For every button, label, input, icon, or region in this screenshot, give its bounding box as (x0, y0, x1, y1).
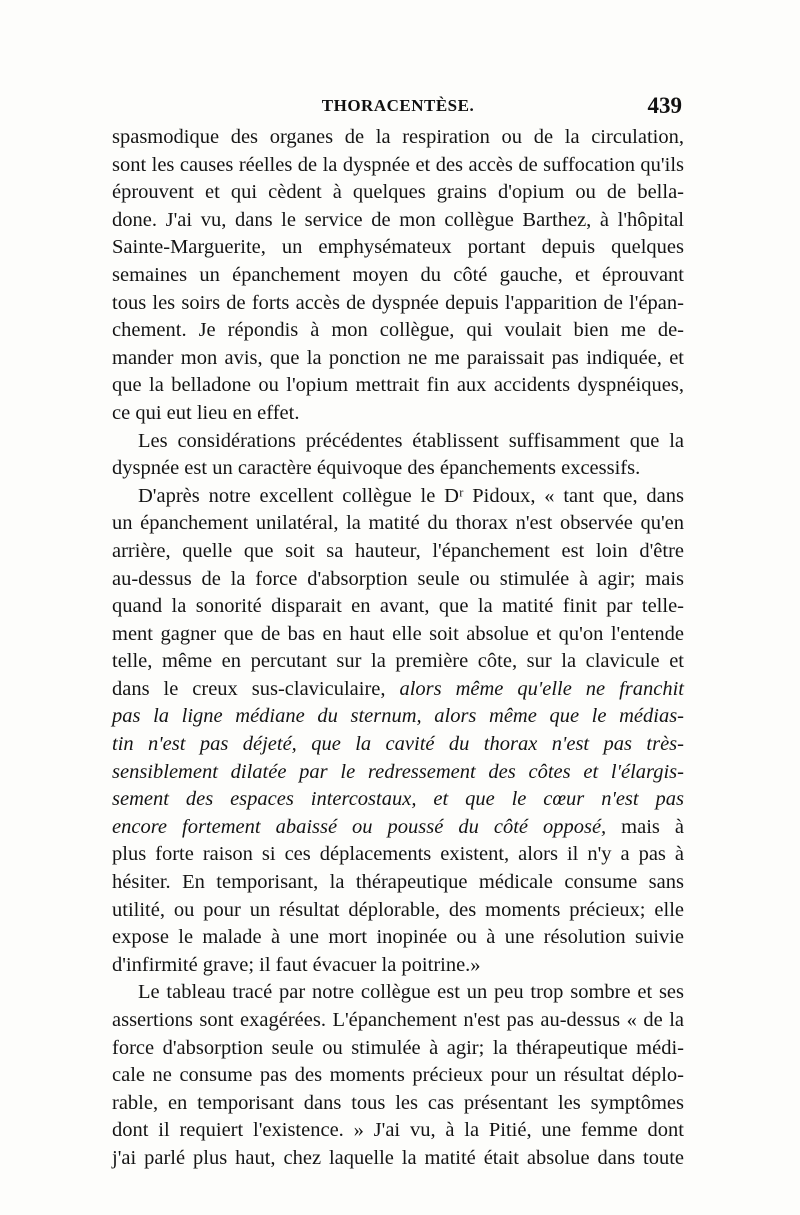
running-head: THORACENTÈSE. (321, 96, 475, 115)
text-line: éprouvent et qui cèdent à quelques grains d'opium ou de bella- (112, 181, 684, 204)
page-header (112, 93, 684, 122)
text-line: pas la ligne médiane du sternum, alors même que le médias- (112, 705, 684, 728)
text-line: spasmodique des organes de la respiration ou de la circulation, (112, 126, 684, 148)
text-line: tous les soirs de forts accès de dyspnée depuis l'apparition de l'épan- (112, 291, 684, 314)
text-line: cale ne consume pas des moments précieux pour un résultat déplo- (112, 1064, 684, 1087)
text-line: quand la sonorité disparait en avant, que la matité finit par telle- (112, 595, 684, 618)
text-line: semaines un épanchement moyen du côté gauche, et éprouvant (112, 263, 684, 286)
text-line: arrière, quelle que soit sa hauteur, l'épanchement est loin d'être (112, 539, 684, 562)
text-line: hésiter. En temporisant, la thérapeutique médicale consume sans (112, 871, 684, 894)
text-line: sement des espaces intercostaux, et que le cœur n'est pas (112, 788, 684, 811)
text-line: telle, même en percutant sur la première côte, sur la clavicule et (112, 650, 684, 673)
text-line: done. J'ai vu, dans le service de mon collègue Barthez, à l'hôpital (112, 208, 684, 231)
text-line: D'après notre excellent collègue le Dʳ Pidoux, « tant que, dans (138, 484, 684, 507)
text-line: ment gagner que de bas en haut elle soit absolue et qu'on l'entende (112, 622, 684, 645)
italic-run: encore fortement abaissé ou poussé du côté opposé, (112, 815, 607, 838)
text-line: tin n'est pas déjeté, que la cavité du thorax n'est pas très- (112, 733, 684, 756)
text-line: ce qui eut lieu en effet. (112, 401, 300, 424)
text-line: mander mon avis, que la ponction ne me paraissait pas indiquée, et (112, 346, 684, 369)
italic-run: alors même qu'elle ne franchit (399, 677, 684, 700)
text-line: Sainte-Marguerite, un emphysémateux portant depuis quelques (112, 236, 684, 259)
text-line: que la belladone ou l'opium mettrait fin aux accidents dyspnéiques, (112, 374, 684, 397)
text-line: j'ai parlé plus haut, chez laquelle la matité était absolue dans toute (112, 1146, 684, 1169)
text-line: rable, en temporisant dans tous les cas présentant les symptômes (112, 1091, 684, 1114)
text-line: dans le creux sus-claviculaire, alors même qu'elle ne franchit (112, 677, 684, 700)
text-line: chement. Je répondis à mon collègue, qui voulait bien me de- (112, 319, 684, 342)
text-line: assertions sont exagérées. L'épanchement n'est pas au-dessus « de la (112, 1009, 684, 1031)
text-line: plus forte raison si ces déplacements existent, alors il n'y a pas à (112, 843, 684, 866)
page-number: 439 (647, 93, 682, 118)
text-line: Le tableau tracé par notre collègue est un peu trop sombre et ses (138, 981, 684, 1004)
text-line: force d'absorption seule ou stimulée à agir; la thérapeutique médi- (112, 1036, 684, 1059)
text-line: dyspnée est un caractère équivoque des épanchements excessifs. (112, 457, 641, 480)
text-line: au-dessus de la force d'absorption seule ou stimulée à agir; mais (112, 567, 684, 590)
text-line: utilité, ou pour un résultat déplorable, des moments précieux; elle (112, 898, 684, 921)
text-line: dont il requiert l'existence. » J'ai vu, à la Pitié, une femme dont (112, 1119, 684, 1142)
text-line: d'infirmité grave; il faut évacuer la poitrine.» (112, 953, 481, 976)
text-line: expose le malade à une mort inopinée ou à une résolution suivie (112, 926, 684, 949)
body-text (112, 124, 684, 1173)
text-line: sensiblement dilatée par le redressement des côtes et l'élargis- (112, 760, 684, 783)
text-line: Les considérations précédentes établissent suffisamment que la (138, 429, 684, 452)
text-line: sont les causes réelles de la dyspnée et des accès de suffocation qu'ils (112, 153, 684, 176)
text-line: un épanchement unilatéral, la matité du thorax n'est observée qu'en (112, 512, 684, 535)
text-line: encore fortement abaissé ou poussé du côté opposé, mais à (112, 815, 684, 838)
